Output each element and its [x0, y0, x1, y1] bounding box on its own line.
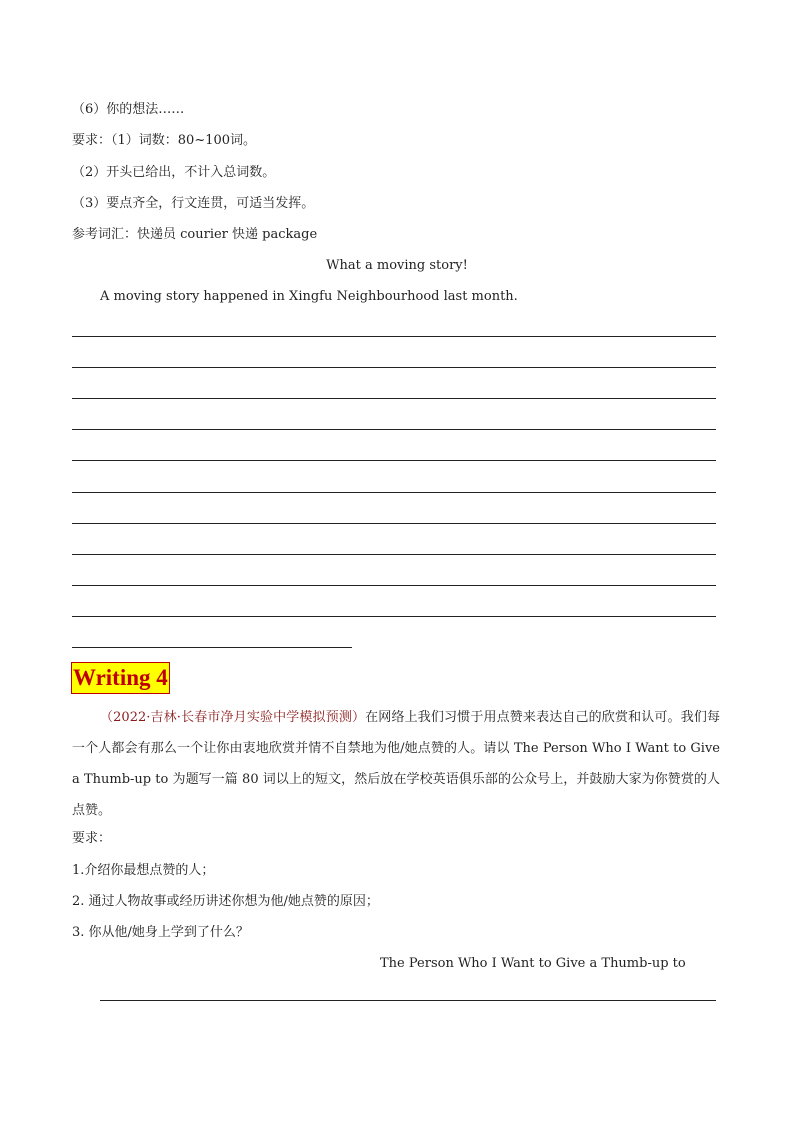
answer-line: [72, 336, 716, 337]
prompt-text: 在网络上我们习惯于用点赞来表达自己的欣赏和认可。我们每一个人都会有那么一个让你由衷地欣赏并情不自禁地为他/她点赞的人。请以 The Person Who I Want to Give a Thumb-up to 为题写一篇 80 词以上的短文，然后放在学校英语俱乐部的公众号上，并鼓励大家为你赞赏的人点赞。: [72, 710, 720, 818]
essay-opening: A moving story happened in Xingfu Neighbourhood last month.: [100, 289, 518, 304]
answer-line: [72, 367, 716, 368]
answer-line: [72, 523, 716, 524]
answer-line: [72, 585, 716, 586]
essay-title: What a moving story!: [326, 258, 468, 273]
answer-line: [72, 429, 716, 430]
point-6: （6）你的想法……: [72, 102, 185, 117]
answer-line: [100, 1000, 716, 1001]
answer-line: [72, 460, 716, 461]
writing-4-heading: Writing 4: [71, 662, 170, 694]
answer-line: [72, 398, 716, 399]
requirement-opening: （2）开头已给出，不计入总词数。: [72, 165, 276, 180]
answer-line: [72, 554, 716, 555]
requirement-2: 2. 通过人物故事或经历讲述你想为他/她点赞的原因；: [72, 894, 379, 909]
requirement-coherence: （3）要点齐全，行文连贯，可适当发挥。: [72, 196, 315, 211]
requirement-1: 1.介绍你最想点赞的人；: [72, 863, 215, 878]
requirements-heading: 要求：: [72, 831, 112, 846]
essay-title-2: The Person Who I Want to Give a Thumb-up to: [380, 956, 686, 971]
requirement-3: 3. 你从他/她身上学到了什么？: [72, 925, 249, 940]
writing-4-prompt: [72, 702, 720, 826]
reference-vocabulary: 参考词汇：快递员 courier 快递 package: [72, 227, 318, 242]
answer-line: [72, 616, 716, 617]
answer-line: [72, 492, 716, 493]
requirement-word-count: 要求：（1）词数：80~100词。: [72, 133, 257, 148]
question-source: （2022·吉林·长春市净月实验中学模拟预测）: [100, 710, 366, 725]
answer-line-short: [72, 647, 352, 648]
